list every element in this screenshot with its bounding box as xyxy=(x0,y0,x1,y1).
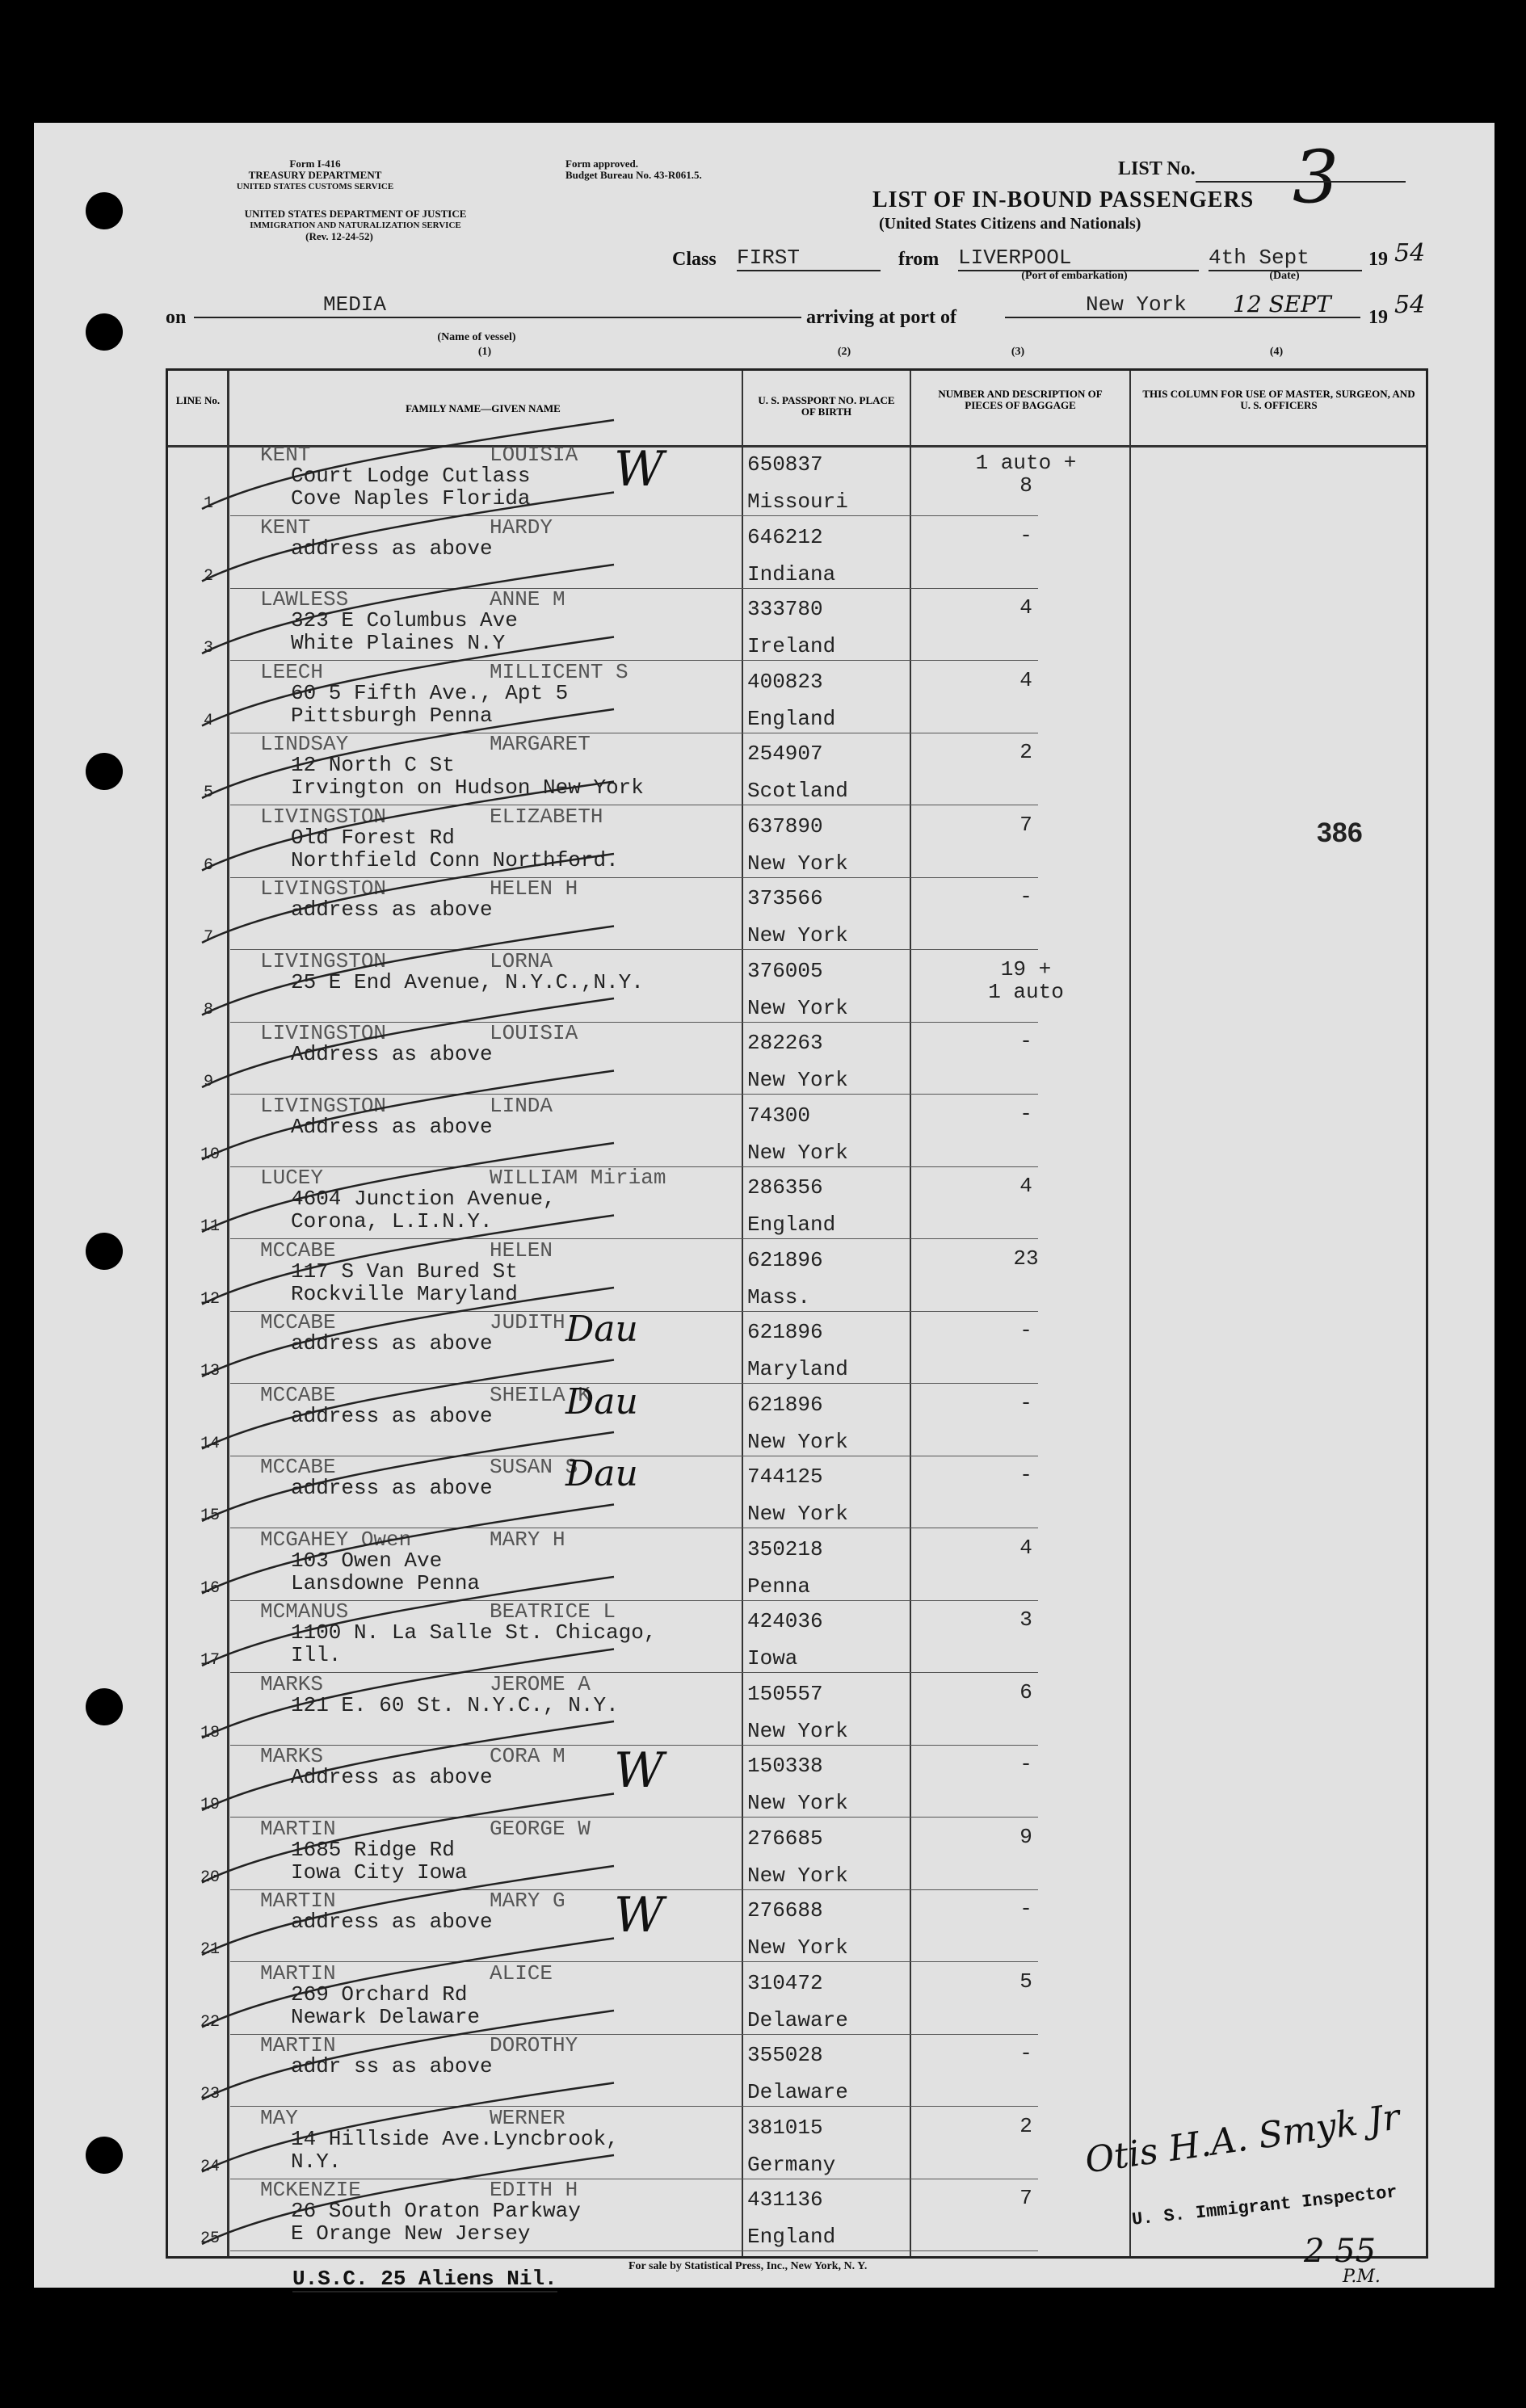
line-number: 2 xyxy=(203,567,213,586)
address-line-1: 25 E End Avenue, N.Y.C.,N.Y. xyxy=(291,970,644,994)
budget-bureau: Budget Bureau No. 43-R061.5. xyxy=(565,169,702,181)
passport-number: 376005 xyxy=(747,959,823,983)
col-header-officers: THIS COLUMN FOR USE OF MASTER, SURGEON, AND U. S. OFFICERS xyxy=(1142,388,1415,411)
baggage-detail: 8 xyxy=(1019,473,1032,498)
family-name: KENT xyxy=(260,515,311,540)
place-of-birth: Delaware xyxy=(747,2080,848,2104)
line-number: 5 xyxy=(203,784,213,802)
baggage-count: 4 xyxy=(1019,1174,1032,1198)
given-name: ANNE M xyxy=(490,587,565,611)
address-line-1: 4604 Junction Avenue, xyxy=(291,1187,556,1211)
address-line-1: address as above xyxy=(291,1331,493,1355)
given-name: LORNA xyxy=(490,949,553,973)
passport-number: 637890 xyxy=(747,814,823,838)
form-approved: Form approved. xyxy=(565,158,639,170)
date-caption: (Date) xyxy=(1269,270,1300,282)
place-of-birth: New York xyxy=(747,851,848,876)
baggage-count: 4 xyxy=(1019,1536,1032,1560)
address-line-1: address as above xyxy=(291,1910,493,1934)
address-line-1: 1685 Ridge Rd xyxy=(291,1838,455,1862)
form-number: Form I-416 xyxy=(289,158,341,170)
passport-number: 373566 xyxy=(747,886,823,910)
address-line-1: 26 South Oraton Parkway xyxy=(291,2199,581,2223)
given-name: LOUISIA xyxy=(490,443,578,467)
family-name: LUCEY xyxy=(260,1166,324,1190)
port-of-embarkation: LIVERPOOL xyxy=(958,246,1199,271)
dept-justice: UNITED STATES DEPARTMENT OF JUSTICE xyxy=(244,208,467,220)
place-of-birth: New York xyxy=(747,1864,848,1888)
address-line-2: Ill. xyxy=(291,1643,342,1667)
check-stroke xyxy=(202,1577,614,1666)
passport-number: 744125 xyxy=(747,1465,823,1489)
line-number: 10 xyxy=(200,1145,221,1164)
check-stroke xyxy=(202,493,614,582)
baggage-count: 4 xyxy=(1019,595,1032,620)
baggage-count: - xyxy=(1019,885,1032,909)
address-line-2: Irvington on Hudson New York xyxy=(291,775,644,800)
place-of-birth: Iowa xyxy=(747,1646,798,1670)
line-number: 24 xyxy=(200,2158,221,2176)
revision-date: (Rev. 12-24-52) xyxy=(305,230,373,242)
passport-number: 333780 xyxy=(747,597,823,621)
line-number: 17 xyxy=(200,1651,221,1670)
check-stroke xyxy=(202,1866,614,1955)
family-name: LIVINGSTON xyxy=(260,949,387,973)
place-of-birth: Indiana xyxy=(747,562,836,586)
printer-note: For sale by Statistical Press, Inc., New York, N. Y. xyxy=(628,2260,868,2272)
passport-number: 650837 xyxy=(747,452,823,477)
address-line-2: Cove Naples Florida xyxy=(291,486,531,511)
col-caption-2: (2) xyxy=(837,346,851,358)
arrival-date: 12 SEPT xyxy=(1233,291,1331,317)
list-no-label: LIST No. xyxy=(1118,158,1196,179)
passport-number: 282263 xyxy=(747,1031,823,1055)
given-name: SHEILA K xyxy=(490,1383,591,1407)
given-name: JUDITH xyxy=(490,1310,565,1334)
address-line-2: E Orange New Jersey xyxy=(291,2221,531,2246)
address-line-1: 60 5 Fifth Ave., Apt 5 xyxy=(291,681,569,705)
place-of-birth: New York xyxy=(747,1719,848,1743)
vessel-name: MEDIA xyxy=(194,292,801,318)
place-of-birth: New York xyxy=(747,1502,848,1526)
handwritten-mark: W xyxy=(614,1887,664,1944)
inspector-signature: Otis H.A. Smyk Jr xyxy=(1082,2096,1402,2182)
address-line-1: Address as above xyxy=(291,1115,493,1139)
passport-number: 74300 xyxy=(747,1103,811,1128)
baggage-count: 2 xyxy=(1019,740,1032,764)
col-header-passport: U. S. PASSPORT NO. PLACE OF BIRTH xyxy=(758,394,895,418)
line-number: 25 xyxy=(200,2229,221,2248)
line-number: 3 xyxy=(203,639,213,658)
year-prefix: 19 xyxy=(1368,249,1388,270)
baggage-count: - xyxy=(1019,1752,1032,1776)
check-stroke xyxy=(202,2155,614,2244)
arrival-year-prefix: 19 xyxy=(1368,307,1388,328)
place-of-birth: Maryland xyxy=(747,1357,848,1381)
given-name: HARDY xyxy=(490,515,553,540)
address-line-1: address as above xyxy=(291,1404,493,1428)
check-stroke xyxy=(202,420,614,509)
passport-number: 350218 xyxy=(747,1537,823,1561)
passport-number: 621896 xyxy=(747,1320,823,1344)
given-name: JEROME A xyxy=(490,1672,591,1696)
check-stroke xyxy=(202,927,614,1015)
given-name: GEORGE W xyxy=(490,1817,591,1841)
address-line-1: address as above xyxy=(291,897,493,922)
baggage-count: - xyxy=(1019,1029,1032,1053)
given-name: LOUISIA xyxy=(490,1021,578,1045)
class-value: FIRST xyxy=(737,246,881,271)
col-caption-4: (4) xyxy=(1269,346,1284,358)
address-line-1: 12 North C St xyxy=(291,753,455,777)
passport-number: 355028 xyxy=(747,2043,823,2067)
given-name: SUSAN S xyxy=(490,1455,578,1479)
place-of-birth: Delaware xyxy=(747,2008,848,2032)
place-of-birth: Ireland xyxy=(747,634,836,658)
address-line-1: 117 S Van Bured St xyxy=(291,1259,518,1284)
given-name: ELIZABETH xyxy=(490,805,603,829)
address-line-1: Address as above xyxy=(291,1765,493,1789)
baggage-count: 1 auto + xyxy=(975,451,1077,475)
baggage-count: 9 xyxy=(1019,1825,1032,1849)
family-name: MARTIN xyxy=(260,2033,336,2057)
baggage-detail: 1 auto xyxy=(988,980,1064,1004)
address-line-2: N.Y. xyxy=(291,2150,342,2174)
line-number: 14 xyxy=(200,1435,221,1453)
baggage-count: - xyxy=(1019,2041,1032,2066)
address-line-2: Pittsburgh Penna xyxy=(291,704,493,728)
check-stroke xyxy=(202,1071,614,1160)
family-name: LIVINGSTON xyxy=(260,1021,387,1045)
line-number: 6 xyxy=(203,856,213,875)
line-number: 15 xyxy=(200,1507,221,1525)
passport-number: 254907 xyxy=(747,742,823,766)
baggage-count: 19 + xyxy=(1000,957,1052,981)
passport-number: 276685 xyxy=(747,1826,823,1851)
check-stroke xyxy=(202,1143,614,1232)
check-stroke xyxy=(202,1360,614,1449)
given-name: HELEN H xyxy=(490,876,578,901)
passport-number: 150557 xyxy=(747,1682,823,1706)
address-line-1: Address as above xyxy=(291,1042,493,1066)
check-stroke xyxy=(202,2083,614,2172)
line-number: 1 xyxy=(203,494,213,513)
family-name: MARTIN xyxy=(260,1961,336,1986)
passport-number: 400823 xyxy=(747,670,823,694)
dept-treasury: TREASURY DEPARTMENT xyxy=(248,169,382,181)
handwritten-mark: Dau xyxy=(565,1453,638,1494)
place-of-birth: New York xyxy=(747,1141,848,1165)
line-number: 7 xyxy=(203,928,213,947)
arriving-label: arriving at port of xyxy=(806,307,956,328)
place-of-birth: New York xyxy=(747,1068,848,1092)
place-of-birth: Penna xyxy=(747,1574,811,1599)
given-name: MARY G xyxy=(490,1889,565,1913)
line-number: 13 xyxy=(200,1362,221,1381)
col-header-name: FAMILY NAME—GIVEN NAME xyxy=(406,402,561,414)
passport-number: 276688 xyxy=(747,1898,823,1923)
address-line-1: 1100 N. La Salle St. Chicago, xyxy=(291,1620,657,1645)
address-line-2: Rockville Maryland xyxy=(291,1282,518,1306)
check-stroke xyxy=(202,1288,614,1376)
check-stroke xyxy=(202,565,614,653)
passport-number: 150338 xyxy=(747,1754,823,1778)
dept-customs: UNITED STATES CUSTOMS SERVICE xyxy=(236,182,394,191)
passport-number: 286356 xyxy=(747,1175,823,1200)
departure-year: 54 xyxy=(1394,239,1426,267)
baggage-count: - xyxy=(1019,1463,1032,1487)
aliens-summary: U.S.C. 25 Aliens Nil. xyxy=(292,2267,557,2291)
place-of-birth: New York xyxy=(747,923,848,948)
check-stroke xyxy=(202,637,614,726)
passport-number: 310472 xyxy=(747,1971,823,1995)
given-name: HELEN xyxy=(490,1238,553,1263)
passport-number: 431136 xyxy=(747,2187,823,2212)
passport-number: 646212 xyxy=(747,525,823,549)
check-stroke xyxy=(202,1939,614,2028)
line-number: 22 xyxy=(200,2013,221,2032)
family-name: LIVINGSTON xyxy=(260,1094,387,1118)
place-of-birth: New York xyxy=(747,1430,848,1454)
place-of-birth: England xyxy=(747,2225,836,2249)
given-name: CORA M xyxy=(490,1744,565,1768)
check-stroke xyxy=(202,1649,614,1738)
check-stroke xyxy=(202,1432,614,1521)
from-label: from xyxy=(898,249,940,270)
form-subtitle: (United States Citizens and Nationals) xyxy=(879,215,1141,233)
family-name: KENT xyxy=(260,443,311,467)
arrival-year: 54 xyxy=(1394,291,1426,319)
address-line-1: 14 Hillside Ave.Lyncbrook, xyxy=(291,2127,619,2151)
address-line-2: Iowa City Iowa xyxy=(291,1860,468,1885)
family-name: MAY xyxy=(260,2106,298,2130)
port-caption: (Port of embarkation) xyxy=(1021,270,1128,282)
baggage-count: - xyxy=(1019,1318,1032,1343)
line-number: 19 xyxy=(200,1796,221,1814)
passport-number: 621896 xyxy=(747,1248,823,1272)
address-line-1: addr ss as above xyxy=(291,2054,493,2078)
place-of-birth: Mass. xyxy=(747,1285,811,1309)
family-name: MARTIN xyxy=(260,1889,336,1913)
baggage-count: 3 xyxy=(1019,1607,1032,1632)
check-stroke xyxy=(202,854,614,943)
address-line-1: address as above xyxy=(291,1476,493,1500)
address-line-1: Court Lodge Cutlass xyxy=(291,464,531,488)
place-of-birth: Germany xyxy=(747,2153,836,2177)
form-title: LIST OF IN-BOUND PASSENGERS xyxy=(872,187,1255,212)
line-number: 16 xyxy=(200,1579,221,1598)
place-of-birth: England xyxy=(747,1212,836,1237)
family-name: LINDSAY xyxy=(260,732,349,756)
on-label: on xyxy=(166,307,187,328)
family-name: LAWLESS xyxy=(260,587,349,611)
place-of-birth: Missouri xyxy=(747,490,848,514)
line-number: 23 xyxy=(200,2085,221,2103)
check-stroke xyxy=(202,709,614,798)
baggage-count: - xyxy=(1019,1897,1032,1921)
col-header-line: LINE No. xyxy=(175,394,221,406)
baggage-count: 5 xyxy=(1019,1969,1032,1994)
col-caption-1: (1) xyxy=(477,346,492,358)
family-name: MARTIN xyxy=(260,1817,336,1841)
family-name: LIVINGSTON xyxy=(260,805,387,829)
given-name: ALICE xyxy=(490,1961,553,1986)
line-number: 8 xyxy=(203,1001,213,1019)
class-label: Class xyxy=(672,249,717,270)
address-line-2: Lansdowne Penna xyxy=(291,1571,481,1595)
vessel-caption: (Name of vessel) xyxy=(437,331,516,343)
address-line-1: 269 Orchard Rd xyxy=(291,1982,468,2007)
family-name: MARKS xyxy=(260,1744,324,1768)
address-line-2: White Plaines N.Y xyxy=(291,631,506,655)
line-number: 11 xyxy=(200,1217,221,1236)
given-name: MARGARET xyxy=(490,732,591,756)
officer-note: 386 xyxy=(1317,817,1363,848)
handwritten-mark: W xyxy=(614,441,664,498)
arrival-port: New York xyxy=(1005,292,1360,318)
given-name: MILLICENT S xyxy=(490,660,628,684)
address-line-2: Newark Delaware xyxy=(291,2005,481,2029)
baggage-count: 7 xyxy=(1019,2186,1032,2210)
passport-number: 621896 xyxy=(747,1393,823,1417)
family-name: MCMANUS xyxy=(260,1599,349,1624)
baggage-count: - xyxy=(1019,1102,1032,1126)
departure-date: 4th Sept xyxy=(1209,246,1362,271)
inspector-title: U. S. Immigrant Inspector xyxy=(1131,2182,1398,2230)
passport-number: 424036 xyxy=(747,1609,823,1633)
handwritten-mark: Dau xyxy=(565,1381,638,1423)
address-line-2: Corona, L.I.N.Y. xyxy=(291,1209,493,1233)
check-stroke xyxy=(202,998,614,1087)
family-name: MCCABE xyxy=(260,1455,336,1479)
baggage-count: 23 xyxy=(1013,1246,1039,1271)
dept-ins: IMMIGRATION AND NATURALIZATION SERVICE xyxy=(250,221,461,230)
handwritten-mark: Dau xyxy=(565,1309,638,1350)
address-line-1: address as above xyxy=(291,536,493,561)
family-name: MCCABE xyxy=(260,1238,336,1263)
address-line-2: Northfield Conn Northford. xyxy=(291,848,619,872)
check-stroke xyxy=(202,1794,614,1883)
family-name: LIVINGSTON xyxy=(260,876,387,901)
address-line-1: Old Forest Rd xyxy=(291,826,455,850)
line-number: 21 xyxy=(200,1940,221,1959)
address-line-1: 323 E Columbus Ave xyxy=(291,608,518,632)
handwritten-mark: W xyxy=(614,1742,664,1799)
family-name: MCCABE xyxy=(260,1310,336,1334)
address-line-1: 103 Owen Ave xyxy=(291,1549,443,1573)
family-name: MCCABE xyxy=(260,1383,336,1407)
passport-number: 381015 xyxy=(747,2116,823,2140)
given-name: LINDA xyxy=(490,1094,553,1118)
baggage-count: - xyxy=(1019,523,1032,548)
baggage-count: 2 xyxy=(1019,2114,1032,2138)
baggage-count: - xyxy=(1019,1391,1032,1415)
family-name: LEECH xyxy=(260,660,324,684)
given-name: BEATRICE L xyxy=(490,1599,616,1624)
family-name: MCGAHEY Owen xyxy=(260,1528,412,1552)
line-number: 12 xyxy=(200,1290,221,1309)
baggage-count: 7 xyxy=(1019,813,1032,837)
given-name: WERNER xyxy=(490,2106,565,2130)
check-stroke xyxy=(202,2011,614,2099)
check-stroke xyxy=(202,1721,614,1810)
given-name: EDITH H xyxy=(490,2178,578,2202)
time-stamp: 2 55 xyxy=(1304,2233,1377,2270)
line-number: 18 xyxy=(200,1724,221,1742)
time-pm: P.M. xyxy=(1343,2267,1381,2287)
line-number: 9 xyxy=(203,1073,213,1091)
place-of-birth: New York xyxy=(747,1935,848,1960)
given-name: WILLIAM Miriam xyxy=(490,1166,666,1190)
given-name: DOROTHY xyxy=(490,2033,578,2057)
family-name: MARKS xyxy=(260,1672,324,1696)
col-header-baggage: NUMBER AND DESCRIPTION OF PIECES OF BAGGAGE xyxy=(938,388,1103,411)
baggage-count: 6 xyxy=(1019,1680,1032,1704)
line-number: 20 xyxy=(200,1868,221,1887)
place-of-birth: England xyxy=(747,707,836,731)
given-name: MARY H xyxy=(490,1528,565,1552)
check-stroke xyxy=(202,1505,614,1594)
line-number: 4 xyxy=(203,712,213,730)
col-caption-3: (3) xyxy=(1011,346,1025,358)
baggage-count: 4 xyxy=(1019,668,1032,692)
check-stroke xyxy=(202,1216,614,1305)
place-of-birth: New York xyxy=(747,996,848,1020)
family-name: MCKENZIE xyxy=(260,2178,361,2202)
check-stroke xyxy=(202,782,614,871)
place-of-birth: Scotland xyxy=(747,779,848,803)
place-of-birth: New York xyxy=(747,1791,848,1815)
list-number: 3 xyxy=(1293,135,1339,220)
address-line-1: 121 E. 60 St. N.Y.C., N.Y. xyxy=(291,1693,619,1717)
